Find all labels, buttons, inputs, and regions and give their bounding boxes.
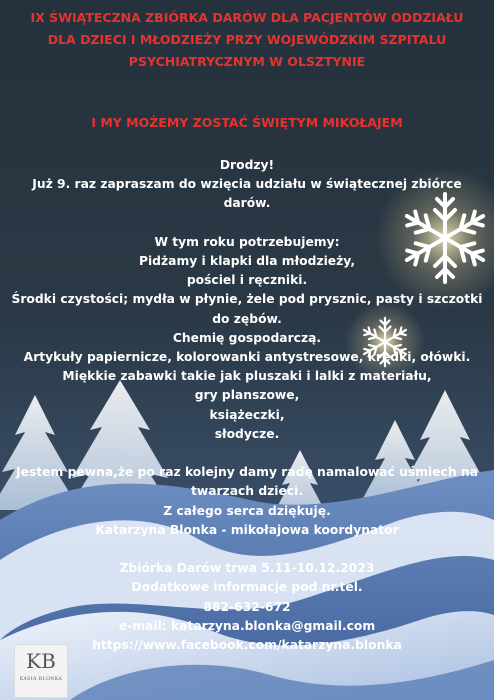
needs-item: Pidżamy i klapki dla młodzieży, xyxy=(138,254,356,268)
email-link[interactable]: e-mail: katarzyna.blonka@gmail.com xyxy=(118,618,376,633)
logo xyxy=(14,644,68,698)
closing-line: Jestem pewna,że po raz kolejny damy radę namalować uśmiech na xyxy=(16,465,478,480)
needs-heading: W tym roku potrzebujemy: xyxy=(154,234,340,249)
info-line: Dodatkowe informacje pod nr.tel. xyxy=(131,580,363,595)
needs-item: Miękkie zabawki takie jak pluszaki i lalki z materiału, xyxy=(62,369,432,384)
needs-item: Chemię gospodarczą. xyxy=(172,330,322,345)
needs-item: słodycze. xyxy=(214,426,280,441)
title-line: IX ŚWIĄTECZNA ZBIÓRKA DARÓW DLA PACJENTÓW ODDZIAŁU xyxy=(30,10,464,25)
page-subtitle: I MY MOŻEMY ZOSTAĆ ŚWIĘTYM MIKOŁAJEM xyxy=(91,115,403,130)
page-title xyxy=(0,7,494,73)
signature: Katarzyna Blonka - mikołajowa koordynator xyxy=(95,522,399,537)
needs-item: Środki czystości; mydła w płynie, żele pod prysznic, pasty i szczotki xyxy=(11,292,483,307)
title-line: DLA DZIECI I MŁODZIEŻY PRZY WOJEWÓDZKIM SZPITALU xyxy=(47,32,447,47)
needs-item: Artykuły papiernicze, kolorowanki antystresowe, kredki, ołówki. xyxy=(23,350,471,365)
facebook-link[interactable]: https://www.facebook.com/katarzyna.blonka xyxy=(92,638,402,653)
collection-dates: Zbiórka Darów trwa 5.11-10.12.2023 xyxy=(119,561,375,576)
poster-body xyxy=(2,156,492,655)
closing-line: Z całego serca dziękuję. xyxy=(163,503,331,518)
title-line: PSYCHIATRYCZNYM W OLSZTYNIE xyxy=(128,54,366,69)
logo-mark: KB xyxy=(26,649,56,673)
greeting: Drodzy! xyxy=(219,158,275,172)
intro-line: darów. xyxy=(223,196,271,211)
phone-number: 882-632-672 xyxy=(203,599,291,614)
needs-item: książeczki, xyxy=(209,407,285,422)
closing-line: twarzach dzieci. xyxy=(190,484,304,499)
intro-line: Już 9. raz zapraszam do wzięcia udziału w świątecznej zbiórce xyxy=(32,177,462,192)
needs-item: do zębów. xyxy=(212,311,282,326)
needs-item: pościel i ręczniki. xyxy=(186,273,308,288)
needs-item: gry planszowe, xyxy=(194,388,300,403)
logo-brand: KASIA BLONKA xyxy=(19,677,63,682)
